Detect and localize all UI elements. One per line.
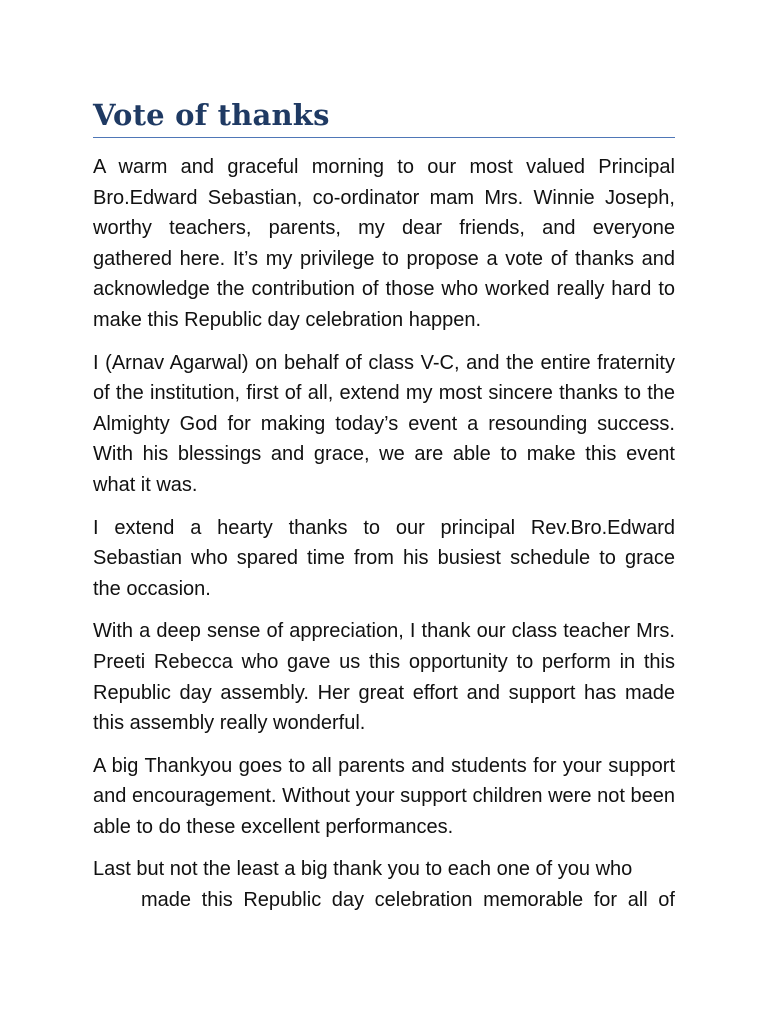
paragraph-greeting: A warm and graceful morning to our most valued Principal Bro.Edward Sebastian, co-ordinator mam Mrs. Winnie Joseph, worthy teachers, parents, my dear friends, and everyone gathered here. It’s my privilege to propose a vote of thanks and acknowledge the contribution of those who worked really hard to make this Republic day celebration happen. <box>93 156 675 331</box>
paragraph-closing <box>93 854 675 915</box>
closing-line-1: Last but not the least a big thank you to each one of you who <box>93 858 633 881</box>
page-title: Vote of thanks <box>93 98 330 132</box>
paragraph-parents-students-thanks: A big Thankyou goes to all parents and students for your support and encouragement. Without your support children were not been able to do these excellent performances. <box>93 754 675 838</box>
paragraph-principal-thanks: I extend a hearty thanks to our principal Rev.Bro.Edward Sebastian who spared time from his busiest schedule to grace the occasion. <box>93 516 675 600</box>
document-body <box>93 152 675 916</box>
paragraph-class-teacher-thanks: With a deep sense of appreciation, I thank our class teacher Mrs. Preeti Rebecca who gave us this opportunity to perform in this Republic day assembly. Her great effort and support has made this assembly really wonderful. <box>93 620 675 735</box>
paragraph-behalf-of-class: I (Arnav Agarwal) on behalf of class V-C, and the entire fraternity of the institution, first of all, extend my most sincere thanks to the Almighty God for making today’s event a resounding success. With his blessings and grace, we are able to make this event what it was. <box>93 351 675 496</box>
title-underline <box>93 137 675 138</box>
closing-line-2: made this Republic day celebration memorable for all of <box>141 889 675 912</box>
